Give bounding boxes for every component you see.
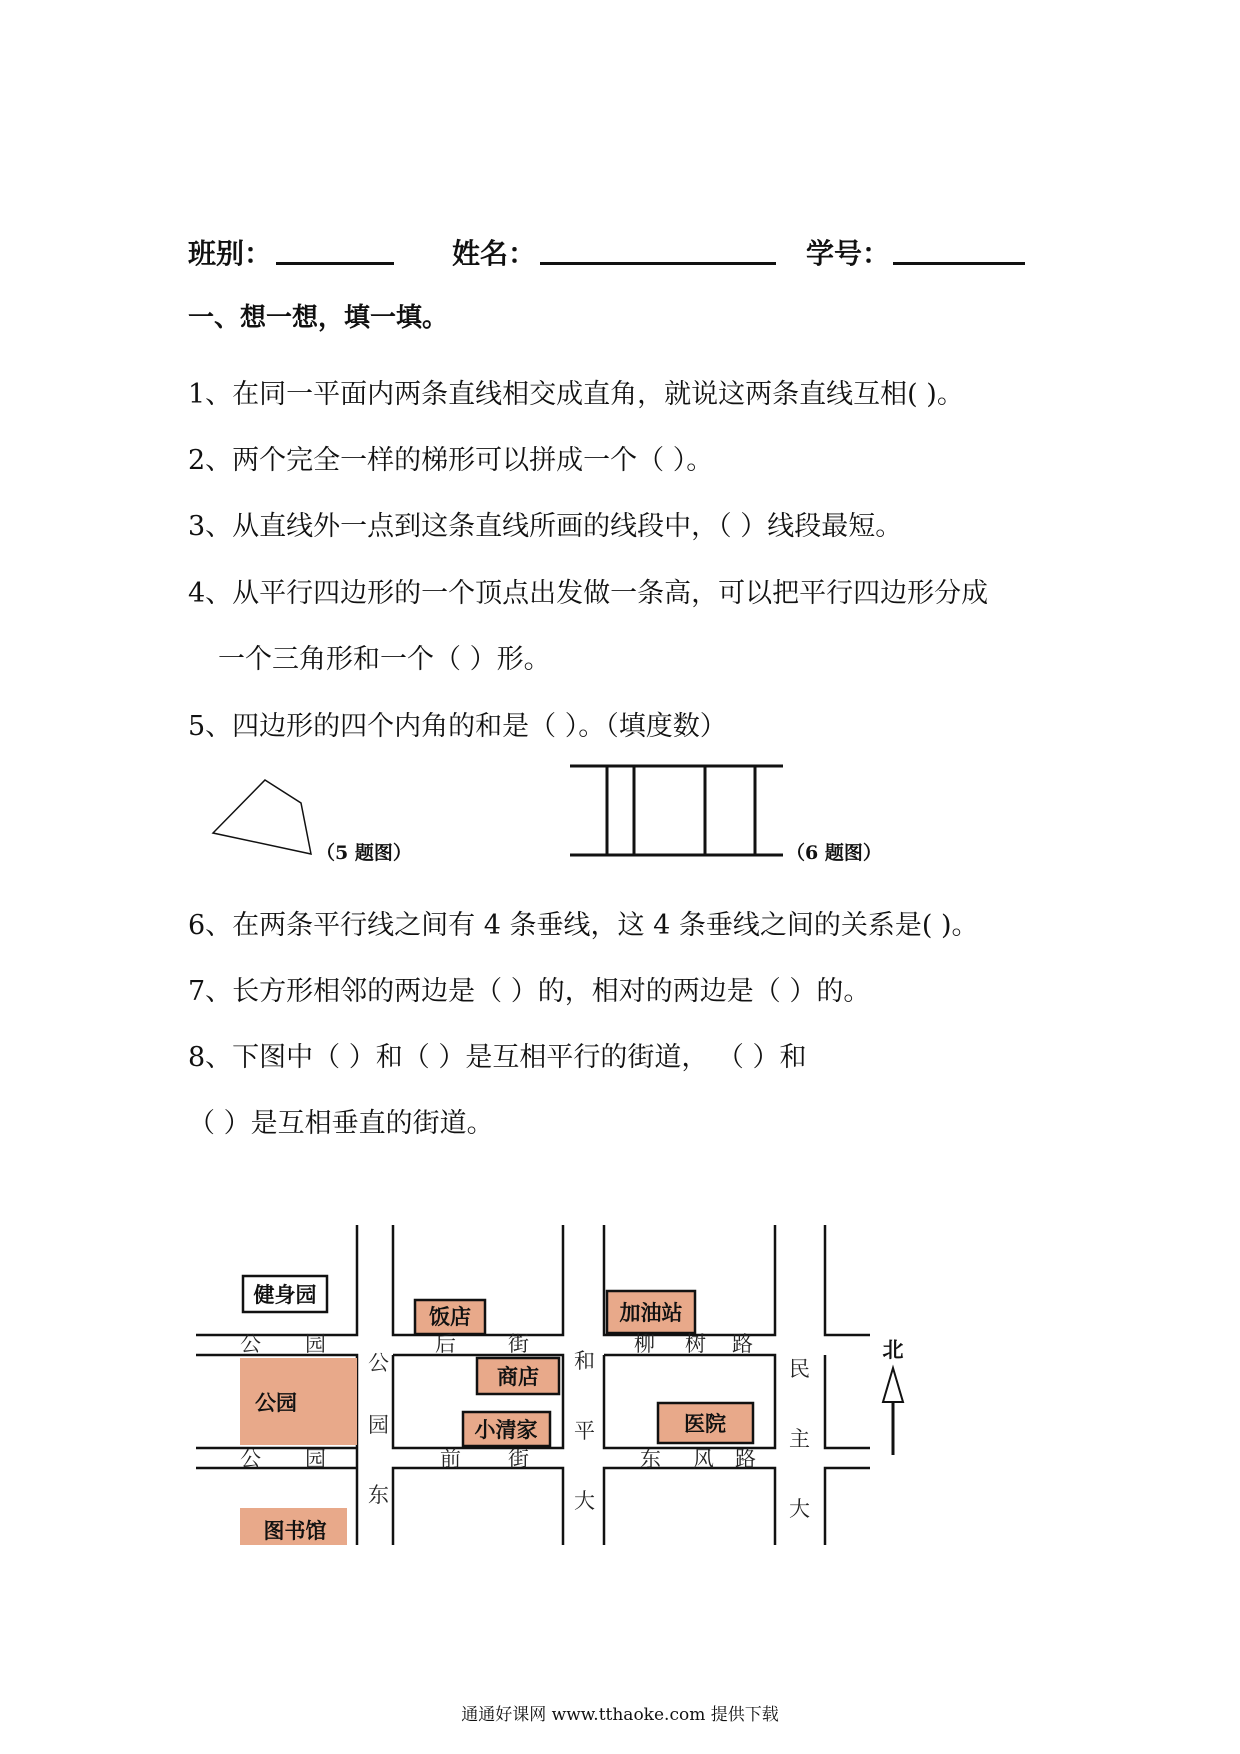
question-6: 6、在两条平行线之间有 4 条垂线，这 4 条垂线之间的关系是( )。 [188,910,979,941]
street-label: 街 [508,1447,529,1471]
class-label: 班别： [188,237,273,270]
street-label: 东 [368,1483,389,1507]
street-label: 园 [368,1413,389,1437]
footer: 通通好课网 www.tthaoke.com 提供下载 [461,1705,779,1725]
figure-5-caption: （5 题图） [316,842,412,864]
road-edge [825,1355,870,1448]
street-label: 后 [435,1332,456,1356]
street-label: 路 [735,1447,756,1471]
street-label: 树 [685,1332,706,1356]
library-label: 图书馆 [263,1518,327,1543]
question-2: 2、两个完全一样的梯形可以拼成一个（ ）。 [188,445,714,476]
street-label: 东 [640,1447,661,1471]
street-label: 和 [574,1349,595,1373]
name-label: 姓名： [452,237,537,270]
question-8-line-1: 8、下图中（ ）和（ ）是互相平行的街道， （ ）和 [188,1042,807,1073]
street-label: 路 [732,1332,753,1356]
street-label: 民 [789,1357,810,1381]
street-label: 柳 [634,1332,655,1356]
street-label: 大 [574,1489,595,1513]
shop-label: 商店 [497,1364,539,1389]
student-id-label: 学号： [806,237,891,270]
figure-6-caption: （6 题图） [786,842,882,864]
street-label: 主 [789,1427,810,1451]
road-edge [604,1468,775,1545]
north-arrow-head-icon [883,1368,903,1402]
street-label: 园 [305,1447,326,1471]
gym-label: 健身园 [253,1282,317,1307]
north-arrow [883,1337,904,1455]
street-label: 街 [508,1332,529,1356]
street-label: 平 [574,1419,595,1443]
road-edge [825,1225,870,1335]
question-4-line-1: 4、从平行四边形的一个顶点出发做一条高，可以把平行四边形分成 [188,578,989,609]
street-label: 风 [693,1447,714,1471]
street-label: 大 [789,1497,810,1521]
question-7: 7、长方形相邻的两边是（ ）的，相对的两边是（ ）的。 [188,976,871,1007]
street-label: 公 [368,1351,389,1375]
park-label: 公园 [255,1390,297,1415]
restaurant-label: 饭店 [429,1304,471,1329]
question-5: 5、四边形的四个内角的和是（ ）。（填度数） [188,711,727,742]
road-edge [393,1468,563,1545]
north-label: 北 [882,1337,904,1362]
hospital-label: 医院 [684,1411,726,1436]
street-label: 前 [440,1447,461,1471]
buildings [240,1276,753,1545]
section-title: 一、想一想，填一填。 [188,303,449,333]
street-label: 园 [305,1332,326,1356]
question-1: 1、在同一平面内两条直线相交成直角，就说这两条直线互相( )。 [188,379,964,410]
question-8-line-2: （ ）是互相垂直的街道。 [188,1108,494,1139]
gas-station-label: 加油站 [619,1300,683,1325]
street-label: 公 [240,1447,261,1471]
xiaoqingjia-label: 小清家 [474,1417,538,1442]
road-edge [825,1468,870,1545]
street-label: 公 [240,1332,261,1356]
question-4-line-2: 一个三角形和一个（ ）形。 [218,644,551,675]
question-3: 3、从直线外一点到这条直线所画的线段中，（ ）线段最短。 [188,511,903,542]
